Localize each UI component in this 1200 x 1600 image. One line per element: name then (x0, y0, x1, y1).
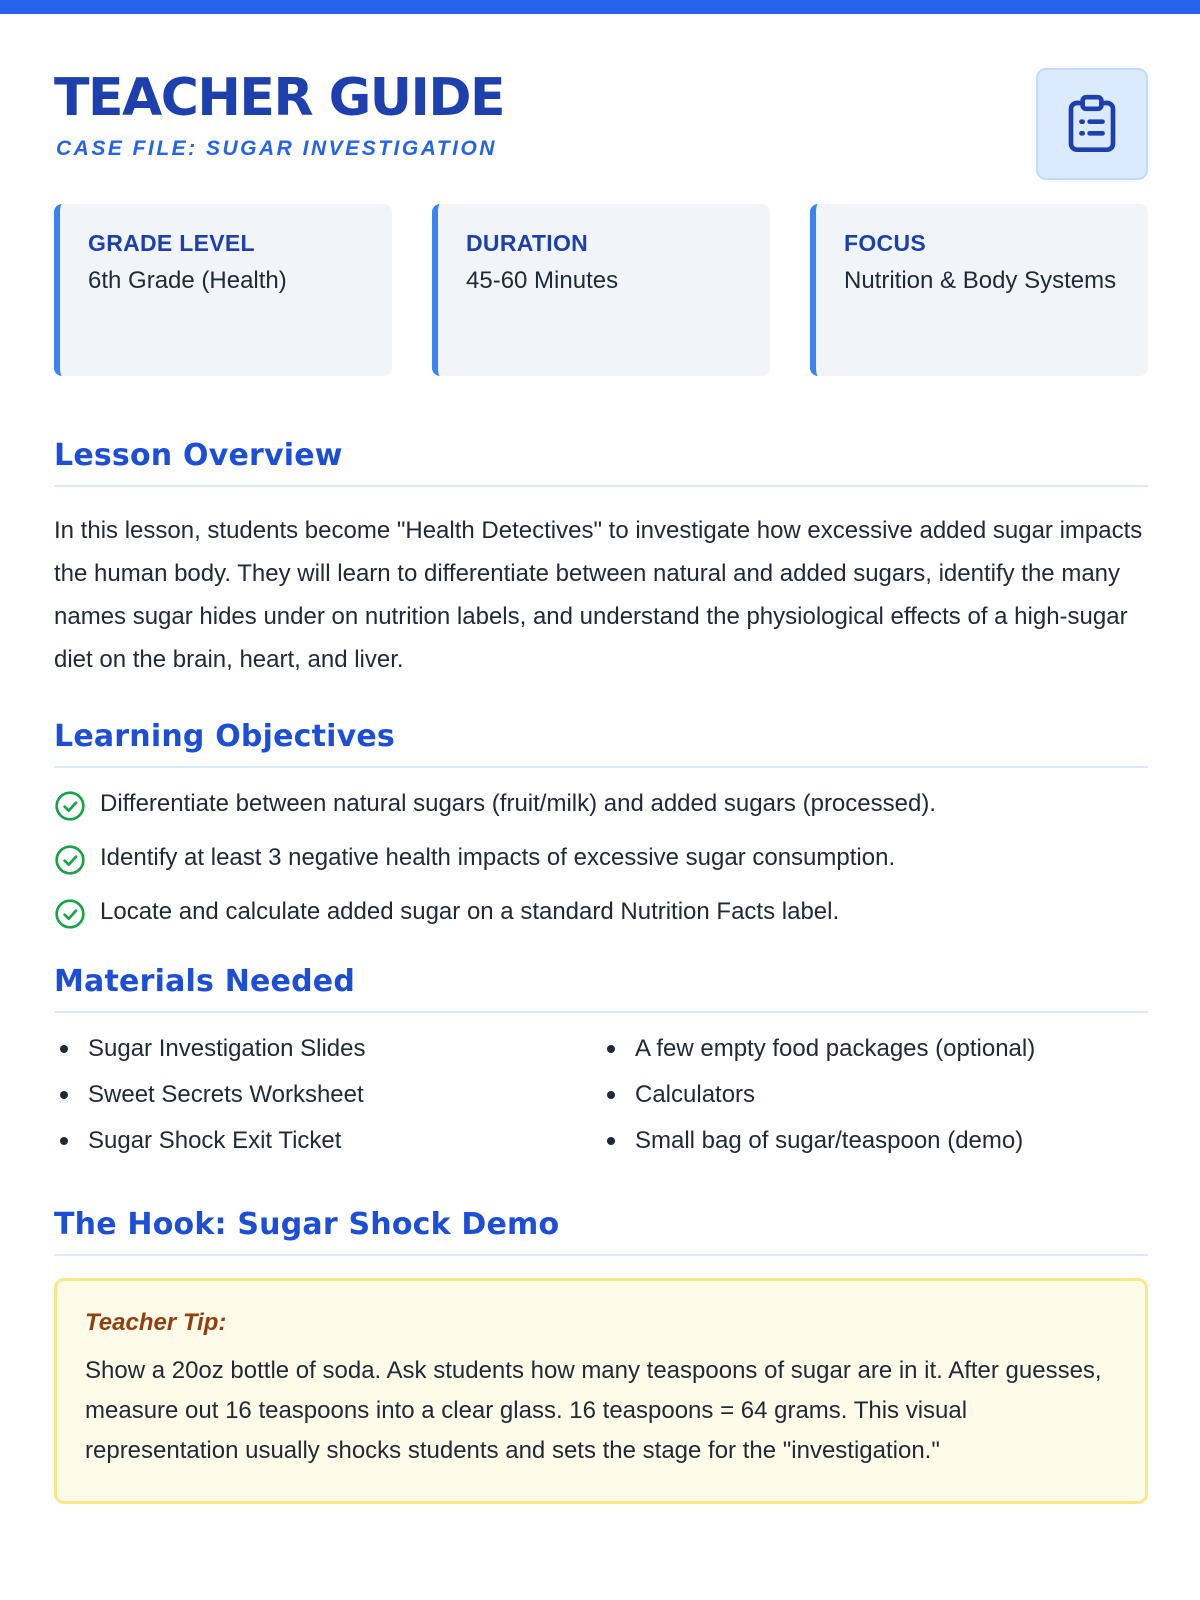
page-header (54, 14, 1148, 204)
check-circle-icon (54, 898, 86, 930)
card-label: GRADE LEVEL (88, 230, 255, 256)
hook-heading: The Hook: Sugar Shock Demo (54, 1207, 1148, 1256)
card-grade-level (54, 204, 392, 376)
material-text: Sweet Secrets Worksheet (88, 1081, 364, 1108)
bullet-icon (607, 1091, 615, 1099)
clipboard-list-icon (1064, 93, 1120, 155)
bullet-icon (60, 1091, 68, 1099)
list-item (54, 1079, 601, 1111)
card-focus (810, 204, 1148, 376)
lesson-overview-text: In this lesson, students become "Health Detectives" to investigate how excessive added sugar impacts the human body. They will learn to differentiate between natural and added sugars, identify the many names sugar hides under on nutrition labels, and understand the physiological effects of a high-sugar diet on the brain, heart, and liver. (54, 517, 1143, 673)
materials-needed-heading: Materials Needed (54, 964, 1148, 1013)
bullet-icon (60, 1045, 68, 1053)
card-label: DURATION (466, 230, 589, 256)
material-text: Sugar Investigation Slides (88, 1035, 366, 1062)
materials-list-right (601, 1033, 1148, 1171)
material-text: Calculators (635, 1081, 756, 1108)
bullet-icon (60, 1137, 68, 1145)
learning-objectives-heading: Learning Objectives (54, 719, 1148, 768)
materials-grid (54, 1033, 1148, 1171)
teacher-tip-text: Show a 20oz bottle of soda. Ask students how many teaspoons of sugar are in it. After guesses, measure out 16 teaspoons into a clear glass. 16 teaspoons = 64 grams. This visual representation usually shocks students and sets the stage for the "investigation." (85, 1357, 1102, 1464)
list-item (54, 842, 1148, 876)
info-cards (54, 204, 1148, 376)
bullet-icon (607, 1045, 615, 1053)
card-value: 45-60 Minutes (466, 267, 619, 294)
material-text: Sugar Shock Exit Ticket (88, 1127, 342, 1154)
teacher-tip-label: Teacher Tip: (85, 1309, 227, 1336)
card-duration (432, 204, 770, 376)
list-item (601, 1079, 1148, 1111)
objective-text: Identify at least 3 negative health impacts of excessive sugar consumption. (100, 844, 896, 871)
top-accent-bar (0, 0, 1200, 14)
page-subtitle: CASE FILE: SUGAR INVESTIGATION (56, 137, 497, 160)
material-text: Small bag of sugar/teaspoon (demo) (635, 1127, 1024, 1154)
bullet-icon (607, 1137, 615, 1145)
check-circle-icon (54, 790, 86, 822)
list-item (601, 1125, 1148, 1157)
objectives-list (54, 788, 1148, 930)
teacher-guide-page (54, 14, 1148, 1504)
objective-text: Locate and calculate added sugar on a standard Nutrition Facts label. (100, 898, 840, 925)
list-item (54, 1125, 601, 1157)
materials-list-left (54, 1033, 601, 1171)
material-text: A few empty food packages (optional) (635, 1035, 1036, 1062)
clipboard-badge (1036, 68, 1148, 180)
teacher-tip-box (54, 1278, 1148, 1504)
card-value: 6th Grade (Health) (88, 267, 287, 294)
list-item (54, 1033, 601, 1065)
list-item (601, 1033, 1148, 1065)
objective-text: Differentiate between natural sugars (fruit/milk) and added sugars (processed). (100, 790, 936, 817)
check-circle-icon (54, 844, 86, 876)
card-label: FOCUS (844, 230, 926, 256)
list-item (54, 896, 1148, 930)
card-value: Nutrition & Body Systems (844, 267, 1117, 294)
page-title: TEACHER GUIDE (54, 68, 505, 128)
lesson-overview-heading: Lesson Overview (54, 438, 1148, 487)
list-item (54, 788, 1148, 822)
